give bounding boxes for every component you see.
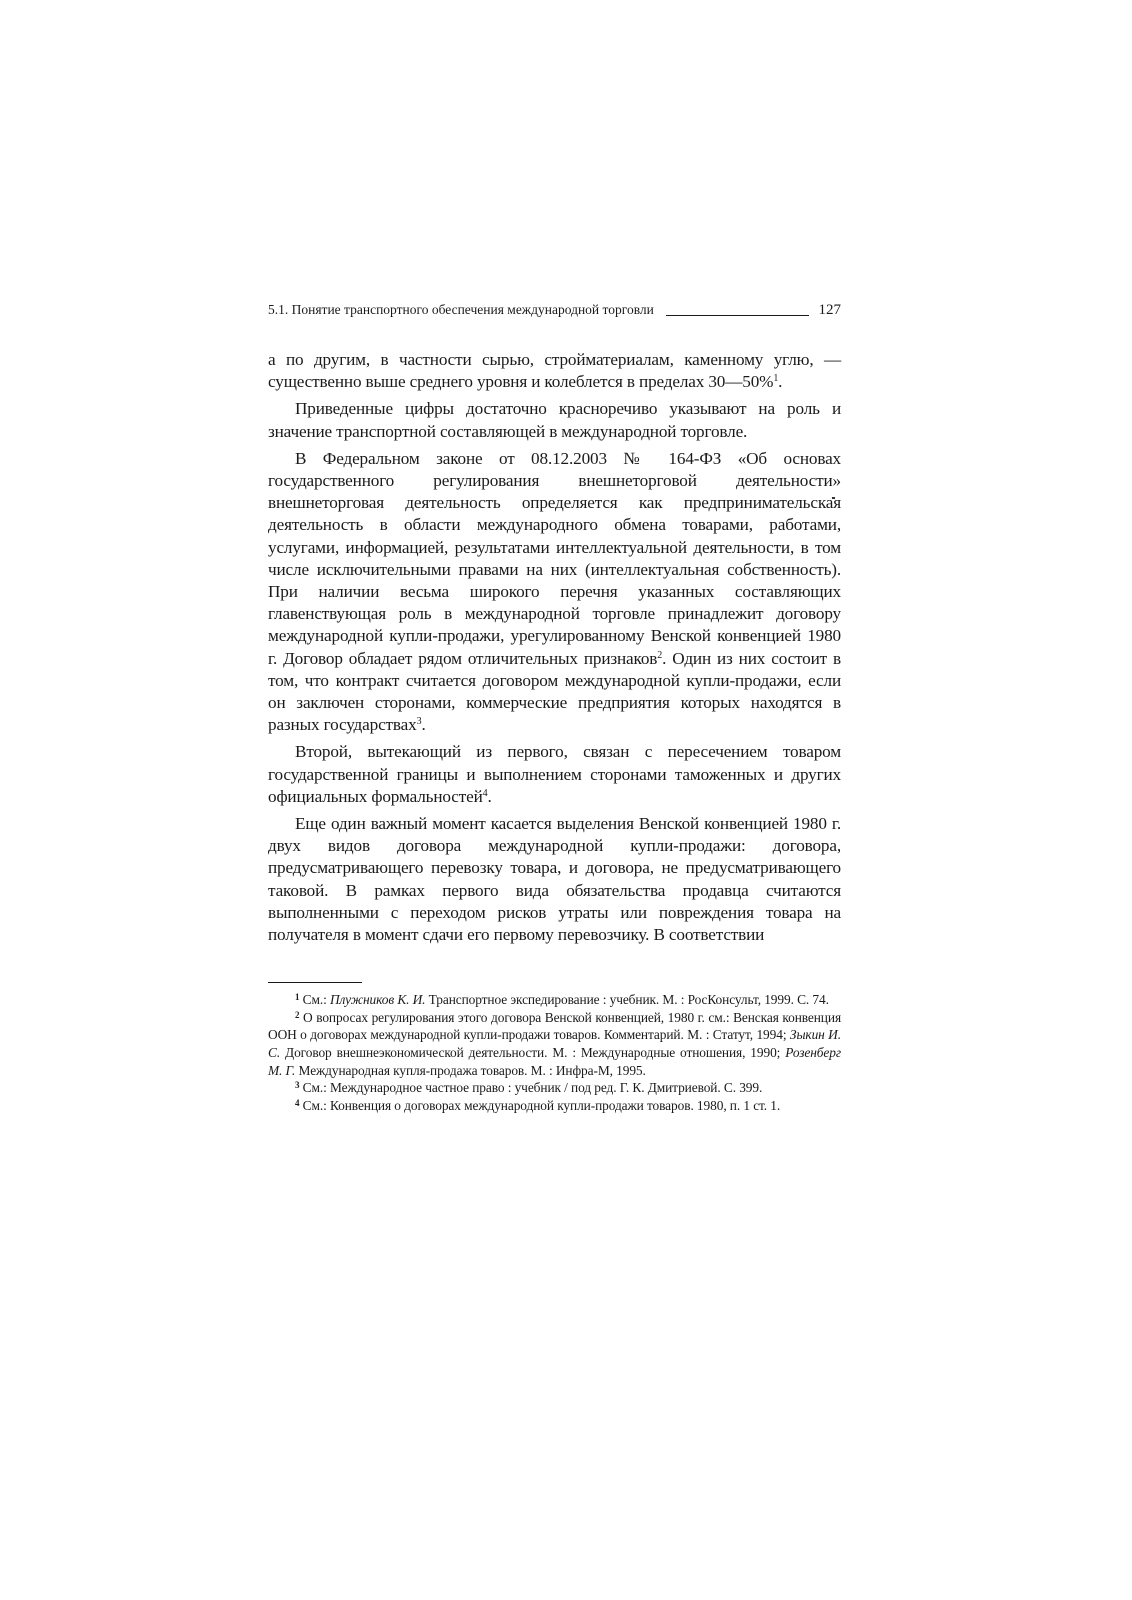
paragraph-4-text: Второй, вытекающий из первого, связан с пересечением товаром государственной границы и выполнением сторонами таможенных и других официальных формальностей xyxy=(268,742,841,806)
footnote-3 xyxy=(268,1079,841,1097)
footnote-ref-4[interactable]: 4 xyxy=(482,787,488,799)
footnote-2-author: Зыкин И. С. xyxy=(268,1027,841,1061)
paragraph-2 xyxy=(268,398,841,442)
paragraph-3: В Федеральном законе от 08.12.2003 № 164-ФЗ «Об основах государственного регулирования внешнеторговой деятельности» внешнеторговая деятельность определяется как предпринимательская деятельность в области международного обмена товарами, работами, услугами, информацией, результатами интеллектуальной деятельности, в том числе исключительными правами на них (интеллектуальная собственность). При наличии весьма широкого перечня указанных составляющих главенствующая роль в международной торговле принадлежит договору международной купли-продажи, урегулированному Венской конвенцией 1980 г. Договор обладает рядом отличительных признаков$^2$. Один из них состоит в том, что контракт считается договором международной купли-продажи, если он заключен сторонами, коммерческие предприятия которых находятся в разных государствах$^3$. xyxy=(268,448,841,735)
footnote-4 xyxy=(268,1097,841,1115)
paragraph-5-text: Еще один важный момент касается выделения Венской конвенцией 1980 г. двух видов договора международной купли-продажи: договора, предусматривающего перевозку товара, и договора, не предусматривающего таковой. В рамках первого вида обязательства продавца считаются выполненными с переходом рисков утраты или повреждения товара на получателя в момент сдачи его первому перевозчику. В соответствии xyxy=(268,814,841,945)
paragraph-2-text: Приведенные цифры достаточно красноречиво указывают на роль и значение транспортной составляющей в международной торговле. xyxy=(268,399,841,441)
footnote-ref-3[interactable]: 3 xyxy=(416,716,422,728)
running-head-rule xyxy=(666,315,809,316)
paragraph-1-text: а по другим, в частности сырью, стройматериалам, каменному углю, — существенно выше среднего уровня и колеблется в пределах 30—50% xyxy=(268,350,841,392)
footnote-2 xyxy=(268,1009,841,1079)
footnote-1-author: Плужников К. И. xyxy=(329,992,426,1008)
footnote-2-text-2: Международная купля-продажа товаров. М. : Инфра-М, 1995. xyxy=(295,1062,646,1078)
footnote-1-text: Транспортное экспедирование : учебник. М. : РосКонсульт, 1999. С. 74. xyxy=(425,992,829,1008)
footnote-2-lead: О вопросах регулирования этого договора Венской конвенцией, 1980 г. см.: Венская конвенция ООН о договорах международной купли-продажи товаров. Комментарий. М. : Статут, 1994; xyxy=(268,1009,841,1043)
body-text xyxy=(268,349,841,946)
footnote-mark-3: 3 xyxy=(295,1080,300,1091)
paragraph-1: а по другим, в частности сырью, стройматериалам, каменному углю, — существенно выше среднего уровня и колеблется в пределах 30—50%$^1$. xyxy=(268,350,841,392)
paragraph-5 xyxy=(268,813,841,946)
footnote-ref-2[interactable]: 2 xyxy=(657,649,663,661)
running-head-title: 5.1. Понятие транспортного обеспечения международной торговли xyxy=(268,302,654,317)
footnote-4-text: См.: Конвенция о договорах международной купли-продажи товаров. 1980, п. 1 ст. 1. xyxy=(302,1097,781,1113)
running-head xyxy=(268,298,841,320)
book-page xyxy=(268,298,841,1114)
footnote-mark-4: 4 xyxy=(295,1097,300,1108)
footnote-divider xyxy=(268,982,362,983)
footnote-3-text: См.: Международное частное право : учебник / под ред. Г. К. Дмитриевой. С. 399. xyxy=(302,1080,763,1096)
footnote-mark-1: 1 xyxy=(295,992,300,1003)
page-number: 127 xyxy=(818,302,841,318)
footnote-2-author-2: Розенберг М. Г. xyxy=(268,1045,841,1078)
footnote-mark-2: 2 xyxy=(295,1009,300,1020)
paragraph-4: Второй, вытекающий из первого, связан с пересечением товаром государственной границы и выполнением сторонами таможенных и других официальных формальностей$^4$. xyxy=(268,742,841,806)
footnote-1 xyxy=(268,991,841,1009)
footnote-ref-1[interactable]: 1 xyxy=(773,373,779,385)
footnotes xyxy=(268,991,841,1114)
paragraph-3-text: В Федеральном законе от 08.12.2003 № 164-ФЗ «Об основах государственного регулирования внешнеторговой деятельности» внешнеторговая деятельность определяется как предпринимательская деятельность в области международного обмена товарами, работами, услугами, информацией, результатами интеллектуальной деятельности, в том числе исключительными правами на них (интеллектуальная собственность). При наличии весьма широкого перечня указанных составляющих главенствующая роль в международной торговле принадлежит договору международной купли-продажи, урегулированному Венской конвенцией 1980 г. Договор обладает рядом отличительных признаков xyxy=(268,448,841,668)
paragraph-3-text-cont: . Один из них состоит в том, что контракт считается договором международной купли-продажи, если он заключен сторонами, коммерческие предприятия которых находятся в разных государствах xyxy=(268,648,841,735)
footnote-2-text: Договор внешнеэкономической деятельности. М. : Международные отношения, 1990; xyxy=(280,1045,786,1061)
footnote-1-lead: См.: xyxy=(302,992,330,1008)
